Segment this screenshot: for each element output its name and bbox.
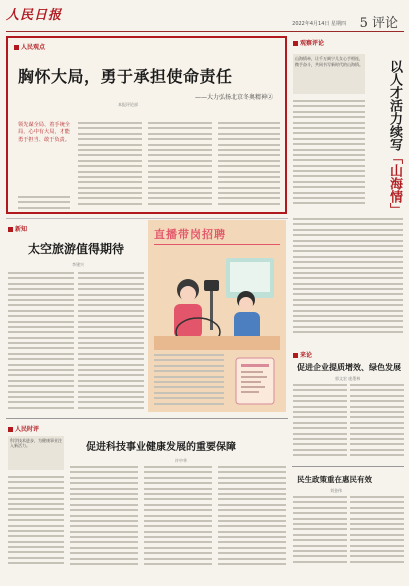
talent-vertical-headline[interactable] bbox=[374, 60, 402, 216]
lailun-section-label: 来论 bbox=[300, 352, 313, 359]
renmin-author: 许中华 bbox=[175, 458, 187, 463]
section-square-icon bbox=[293, 353, 298, 358]
renmin-body-column-2 bbox=[70, 466, 138, 572]
section-divider bbox=[6, 218, 288, 219]
renmin-body-column-3 bbox=[144, 466, 212, 572]
feature-section-label: 人民观点 bbox=[21, 44, 46, 51]
xinzhi-section-label: 新知 bbox=[15, 226, 28, 233]
talent-body-text-lower bbox=[293, 218, 403, 342]
page-section: 5 评论 bbox=[359, 16, 398, 31]
section-divider bbox=[6, 418, 288, 419]
newspaper-logo: 人民日报 bbox=[6, 8, 63, 23]
renmin-section-label: 人民时评 bbox=[15, 426, 40, 433]
section-square-icon bbox=[14, 45, 19, 50]
renmin-body-column-1 bbox=[8, 476, 64, 572]
feature-headline: 胸怀大局，勇于承担使命责任 bbox=[18, 67, 233, 86]
talent-title-line-2: 「山海情」 bbox=[387, 151, 402, 216]
lailun-headline[interactable]: 促进企业提质增效、绿色发展 bbox=[297, 362, 401, 372]
issue-date: 2022年4月14日 星期四 bbox=[292, 21, 346, 27]
renmin-section-tag bbox=[8, 424, 39, 433]
section-square-icon bbox=[8, 227, 13, 232]
feature-lead: 领先谋全局、着手统全局，心中有大局，才能勇于担当、敢于负责。 bbox=[18, 122, 70, 143]
feature-section-tag bbox=[14, 42, 45, 51]
lailun-author: 郭文宏 庞墨林 bbox=[335, 376, 361, 381]
illustration-title: 直播带岗招聘 bbox=[154, 228, 226, 241]
feature-byline: 本报评论部 bbox=[118, 102, 138, 107]
renmin-headline[interactable]: 促进科技事业健康发展的重要保障 bbox=[86, 442, 236, 453]
illustration-divider bbox=[154, 244, 280, 245]
lailun-body-column-2 bbox=[350, 384, 404, 462]
xinzhi-body-column-1 bbox=[8, 272, 74, 414]
livestream-illustration bbox=[154, 250, 280, 350]
feature-body-column-1 bbox=[78, 122, 142, 210]
lailun-body-column-1 bbox=[293, 384, 347, 462]
illustration-caption-text bbox=[154, 354, 224, 408]
phone-illustration bbox=[232, 354, 278, 408]
section-square-icon bbox=[293, 41, 298, 46]
feature-lead-text-lines bbox=[18, 196, 70, 212]
xinzhi-author: 李建兴 bbox=[72, 262, 84, 267]
talent-body-text bbox=[293, 100, 365, 212]
talent-section-tag bbox=[293, 38, 324, 47]
lailun-section-tag bbox=[293, 350, 312, 359]
section-divider bbox=[292, 466, 404, 467]
xinzhi-headline[interactable]: 太空旅游值得期待 bbox=[28, 242, 125, 256]
renmin-pull-quote: 科学技术进步，为健康事业注入新活力。 bbox=[8, 436, 64, 470]
bottom-right-author: 刘金伟 bbox=[330, 488, 342, 493]
bottom-right-headline[interactable]: 民生政策重在惠民有效 bbox=[297, 475, 372, 484]
featured-article[interactable] bbox=[6, 36, 287, 214]
feature-body-column-3 bbox=[218, 122, 280, 210]
talent-title-line-1: 以人才活力续写 bbox=[387, 60, 402, 151]
renmin-body-column-4 bbox=[218, 466, 286, 572]
bottom-right-body-column-1 bbox=[293, 496, 347, 570]
feature-body-column-2 bbox=[148, 122, 212, 210]
illustration-panel bbox=[148, 220, 286, 412]
masthead bbox=[6, 4, 404, 32]
talent-section-label: 观察评论 bbox=[300, 40, 325, 47]
talent-pull-quote: 山海情牵，让千万闽宁儿女心手相连，携手奋斗，共同书写新时代的山海情。 bbox=[293, 54, 365, 94]
xinzhi-body-column-2 bbox=[78, 272, 144, 414]
xinzhi-section-tag bbox=[8, 224, 27, 233]
bottom-right-body-column-2 bbox=[350, 496, 404, 570]
section-square-icon bbox=[8, 427, 13, 432]
feature-subhead: ——大力弘扬北京冬奥精神② bbox=[194, 94, 273, 101]
